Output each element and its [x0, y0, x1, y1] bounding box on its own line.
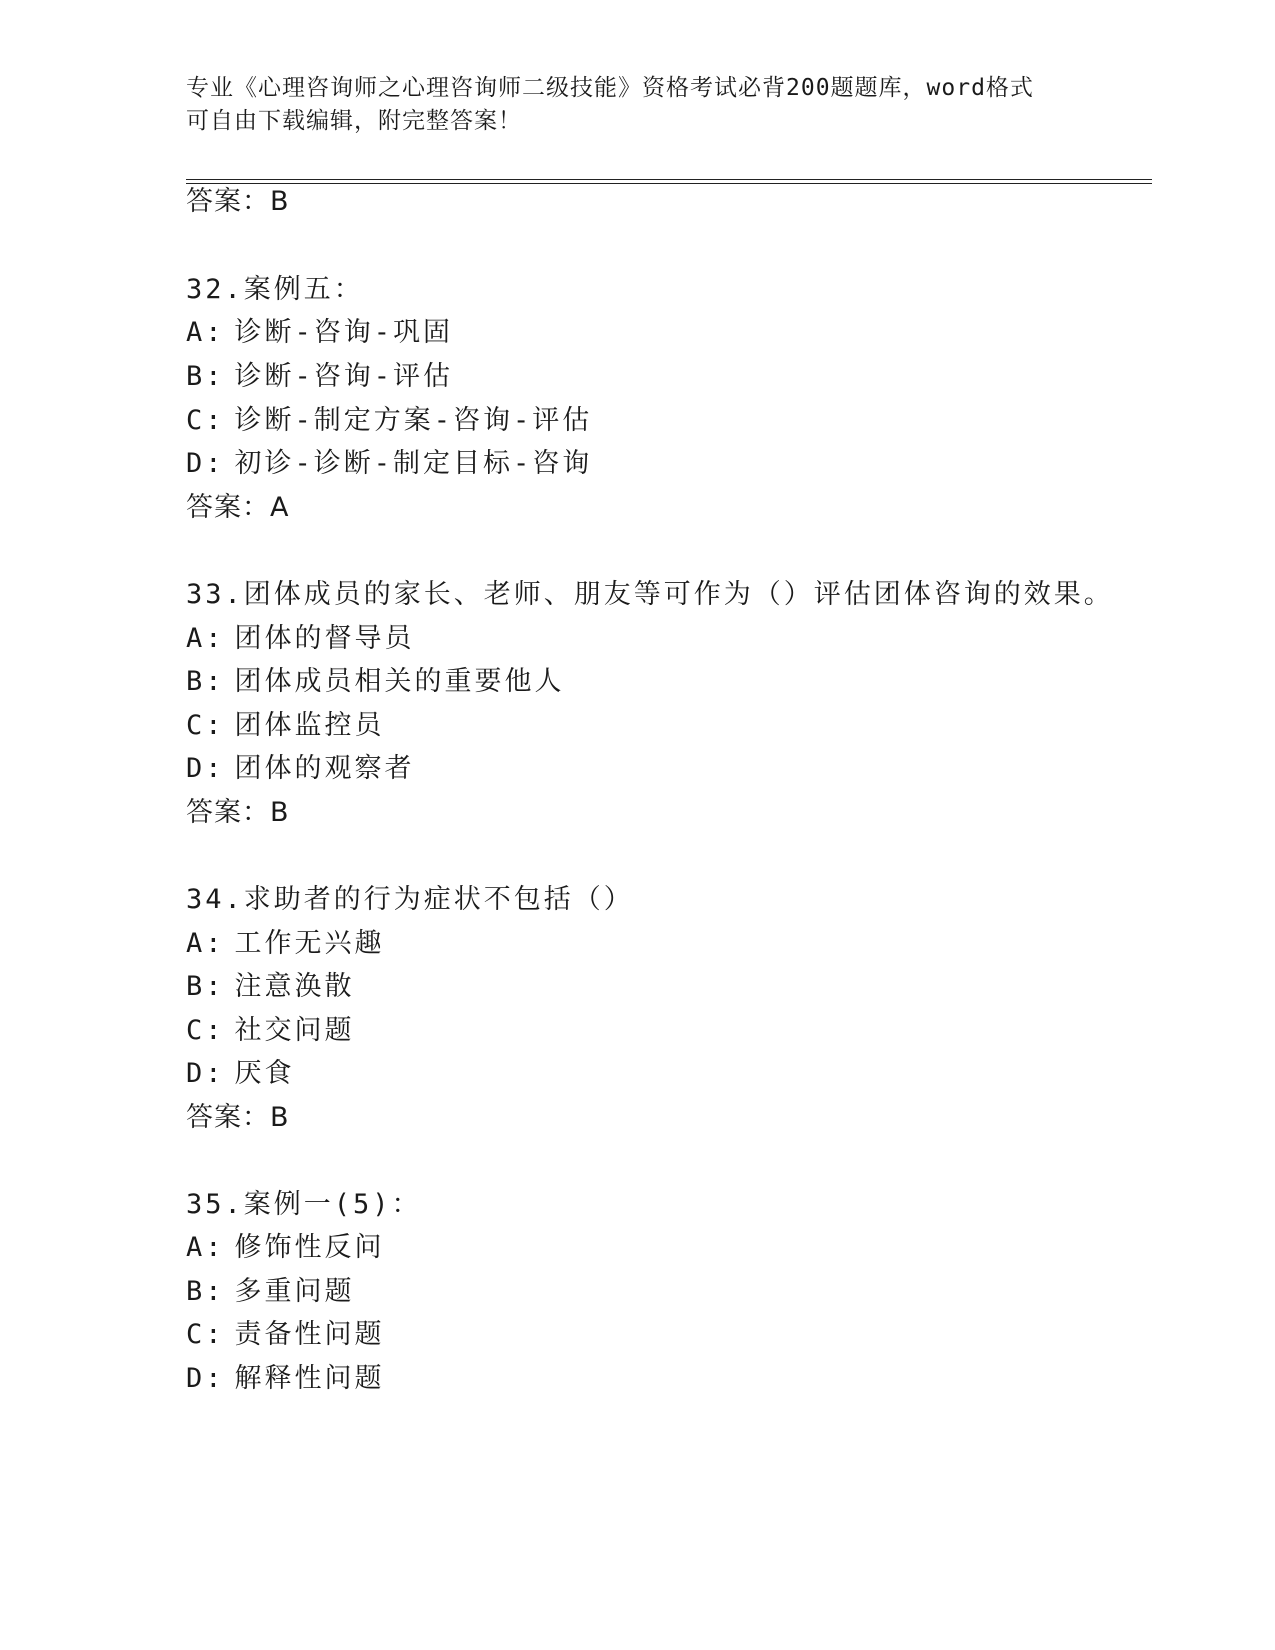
option-key: D: — [186, 753, 225, 784]
option-key: B: — [186, 1276, 225, 1307]
option-text: 初诊-诊断-制定目标-咨询 — [234, 448, 593, 479]
question-35-option-a — [186, 1230, 385, 1266]
question-35-stem: 35.案例一(5)： — [186, 1189, 422, 1220]
question-32-stem: 32.案例五： — [186, 274, 364, 305]
option-key: C: — [186, 1015, 225, 1046]
option-text: 诊断-咨询-巩固 — [234, 317, 454, 348]
question-32-option-a — [186, 315, 453, 351]
option-key: A: — [186, 623, 225, 654]
question-35-option-c — [186, 1317, 385, 1353]
question-33-option-a — [186, 621, 415, 657]
answer-31: 答案：B — [186, 186, 290, 217]
option-text: 诊断-咨询-评估 — [234, 361, 454, 392]
document-header — [186, 72, 1086, 138]
option-text: 团体的督导员 — [234, 623, 415, 654]
option-key: D: — [186, 448, 225, 479]
question-33-option-c — [186, 708, 385, 744]
option-key: C: — [186, 710, 225, 741]
option-key: A: — [186, 1232, 225, 1263]
question-32-option-b — [186, 359, 453, 395]
option-text: 注意涣散 — [234, 971, 355, 1002]
question-35-option-d — [186, 1361, 385, 1397]
question-34-option-c — [186, 1013, 355, 1049]
option-key: B: — [186, 361, 225, 392]
option-text: 团体成员相关的重要他人 — [234, 666, 565, 697]
question-33-option-d — [186, 751, 415, 787]
option-key: B: — [186, 971, 225, 1002]
header-divider-bottom — [186, 183, 1152, 184]
option-text: 多重问题 — [234, 1276, 355, 1307]
option-key: B: — [186, 666, 225, 697]
option-key: D: — [186, 1363, 225, 1394]
question-33-stem: 33.团体成员的家长、老师、朋友等可作为（）评估团体咨询的效果。 — [186, 579, 1114, 610]
question-34-option-a — [186, 926, 385, 962]
answer-33: 答案：B — [186, 797, 290, 828]
option-text: 责备性问题 — [234, 1319, 385, 1350]
question-35-option-b — [186, 1274, 355, 1310]
question-34-stem: 34.求助者的行为症状不包括（） — [186, 884, 634, 915]
header-line-1: 专业《心理咨询师之心理咨询师二级技能》资格考试必背200题题库，word格式 — [186, 75, 1034, 101]
option-text: 工作无兴趣 — [234, 928, 385, 959]
option-text: 解释性问题 — [234, 1363, 385, 1394]
question-32-option-d — [186, 446, 592, 482]
header-line-2: 可自由下载编辑，附完整答案！ — [186, 108, 522, 134]
option-key: C: — [186, 405, 225, 436]
question-32-option-c — [186, 403, 592, 439]
question-34-option-d — [186, 1056, 295, 1092]
option-text: 社交问题 — [234, 1015, 355, 1046]
option-text: 厌食 — [234, 1058, 295, 1089]
option-text: 修饰性反问 — [234, 1232, 385, 1263]
question-34-option-b — [186, 969, 355, 1005]
option-text: 诊断-制定方案-咨询-评估 — [234, 405, 593, 436]
option-key: A: — [186, 317, 225, 348]
answer-34: 答案：B — [186, 1102, 290, 1133]
option-text: 团体的观察者 — [234, 753, 415, 784]
header-divider-top — [186, 179, 1152, 180]
option-key: D: — [186, 1058, 225, 1089]
option-key: A: — [186, 928, 225, 959]
option-key: C: — [186, 1319, 225, 1350]
answer-32: 答案：A — [186, 492, 290, 523]
option-text: 团体监控员 — [234, 710, 385, 741]
question-33-option-b — [186, 664, 565, 700]
